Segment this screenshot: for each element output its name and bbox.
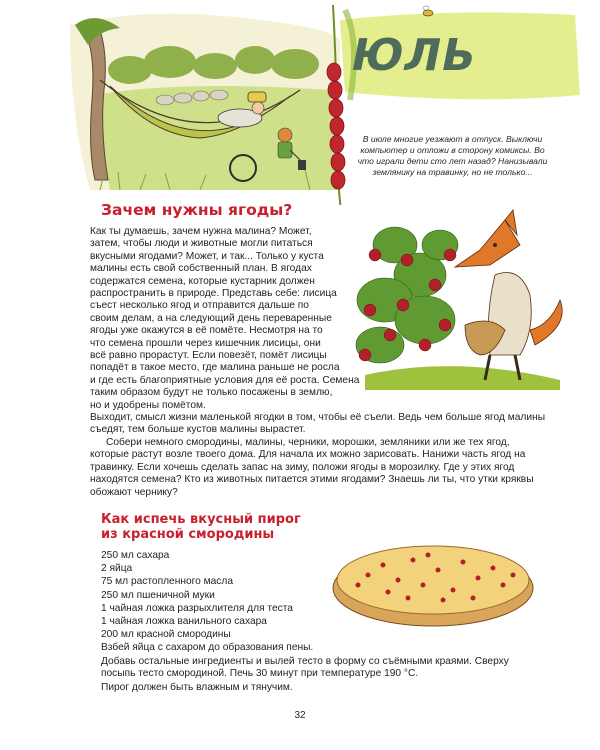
text-line: вкусными ягодами? Может, и так... Только у куста [90,250,324,262]
berries-explanation-text [90,226,360,412]
recipe-step: Взбей яйца с сахаром до образования пены. [101,642,314,653]
raspberry-bush [356,227,458,363]
ingredient-item: 75 мл растопленного масла [101,576,233,588]
text-line: и где есть благоприятные условия для её роста. Семена [90,374,360,386]
ingredient-item: 1 чайная ложка разрыхлителя для теста [101,602,293,614]
meaning-paragraph [90,412,550,437]
fox-and-raspberry-illustration [345,205,575,390]
month-title: ЮЛЬ [352,30,477,81]
ground-grass [365,366,560,390]
ingredient-item: 2 яйца [101,563,133,575]
text-line: распространить в природе. Представь себе: лисица [90,288,337,300]
month-intro-note: В июле многие уезжают в отпуск. Выключи компьютер и отложи в сторону комиксы. Во что играли дети сто лет назад? Нанизывали землянику на травинку, но не только... [357,134,548,177]
fox-figure [455,210,562,380]
ingredient-item: 250 мл сахара [101,550,170,561]
recipe-method [101,642,541,695]
currant-pie-illustration [328,530,538,630]
ingredients-list [101,549,293,641]
text-line: затем, чтобы люди и животные могли питаться [90,238,313,250]
pie-top [337,546,529,614]
text-line: что семена прошли через кишечник лисицы, они [90,337,321,349]
paragraph: Собери немного смородины, малины, черники, морошки, земляники или же тех ягод, которые растут возле твоего дома. Для начала их можно зарисовать. Нанижи часть ягод на травинку. Если хочешь сделать запас на зиму, положи ягоды в морозилку. Где у этих ягод находятся семена? Кто из животных питается этими ягодами? Знаешь ли ты, что утки кряквы обожают чернику? [90,437,534,498]
text-line: но и удобрены помётом. [90,399,206,411]
ingredient-item: 250 мл пшеничной муки [101,589,215,601]
activity-paragraph [90,437,550,499]
recipe-heading [101,512,321,542]
section-heading: Зачем нужны ягоды? [101,201,293,219]
text-line: таким образом будут не только посажены в землю, [90,387,333,399]
text-line: содержатся семена, которые кустарник должен [90,275,315,287]
text-line: ягоды уже окажутся в её помёте. Несмотря на то [90,325,323,337]
recipe-heading-line1: Как испечь вкусный пирог [101,512,301,527]
ingredient-item: 1 чайная ложка ванильного сахара [101,616,267,628]
text-line: съест несколько ягод и отправится дальше по [90,300,309,312]
recipe-step: Пирог должен быть влажным и тянучим. [101,681,293,693]
recipe-step: Добавь остальные ингредиенты и вылей тесто в форму со съёмными краями. Сверху посыпь тесто смородиной. Печь 30 минут при температуре 190 °С. [101,655,509,680]
text-line: всё равно прорастут. Если повезёт, помёт лисицы [90,350,327,362]
ingredient-item: 200 мл красной смородины [101,629,231,641]
bee-icon [423,6,433,16]
text-line: малины есть свой собственный план. В ягодах [90,263,312,275]
recipe-heading-line2: из красной смородины [101,527,275,542]
text-line: своим делам, а на следующий день переваренные [90,312,332,324]
text-line: попадёт в такое место, где малина раньше не росла [90,362,340,374]
text-line: Как ты думаешь, зачем нужна малина? Может, [90,226,312,237]
paragraph: Выходит, смысл жизни маленькой ягодки в том, чтобы её съели. Ведь чем больше ягод малины съедят, тем больше кустов малины вырастет. [90,412,546,436]
page-number: 32 [294,710,306,721]
